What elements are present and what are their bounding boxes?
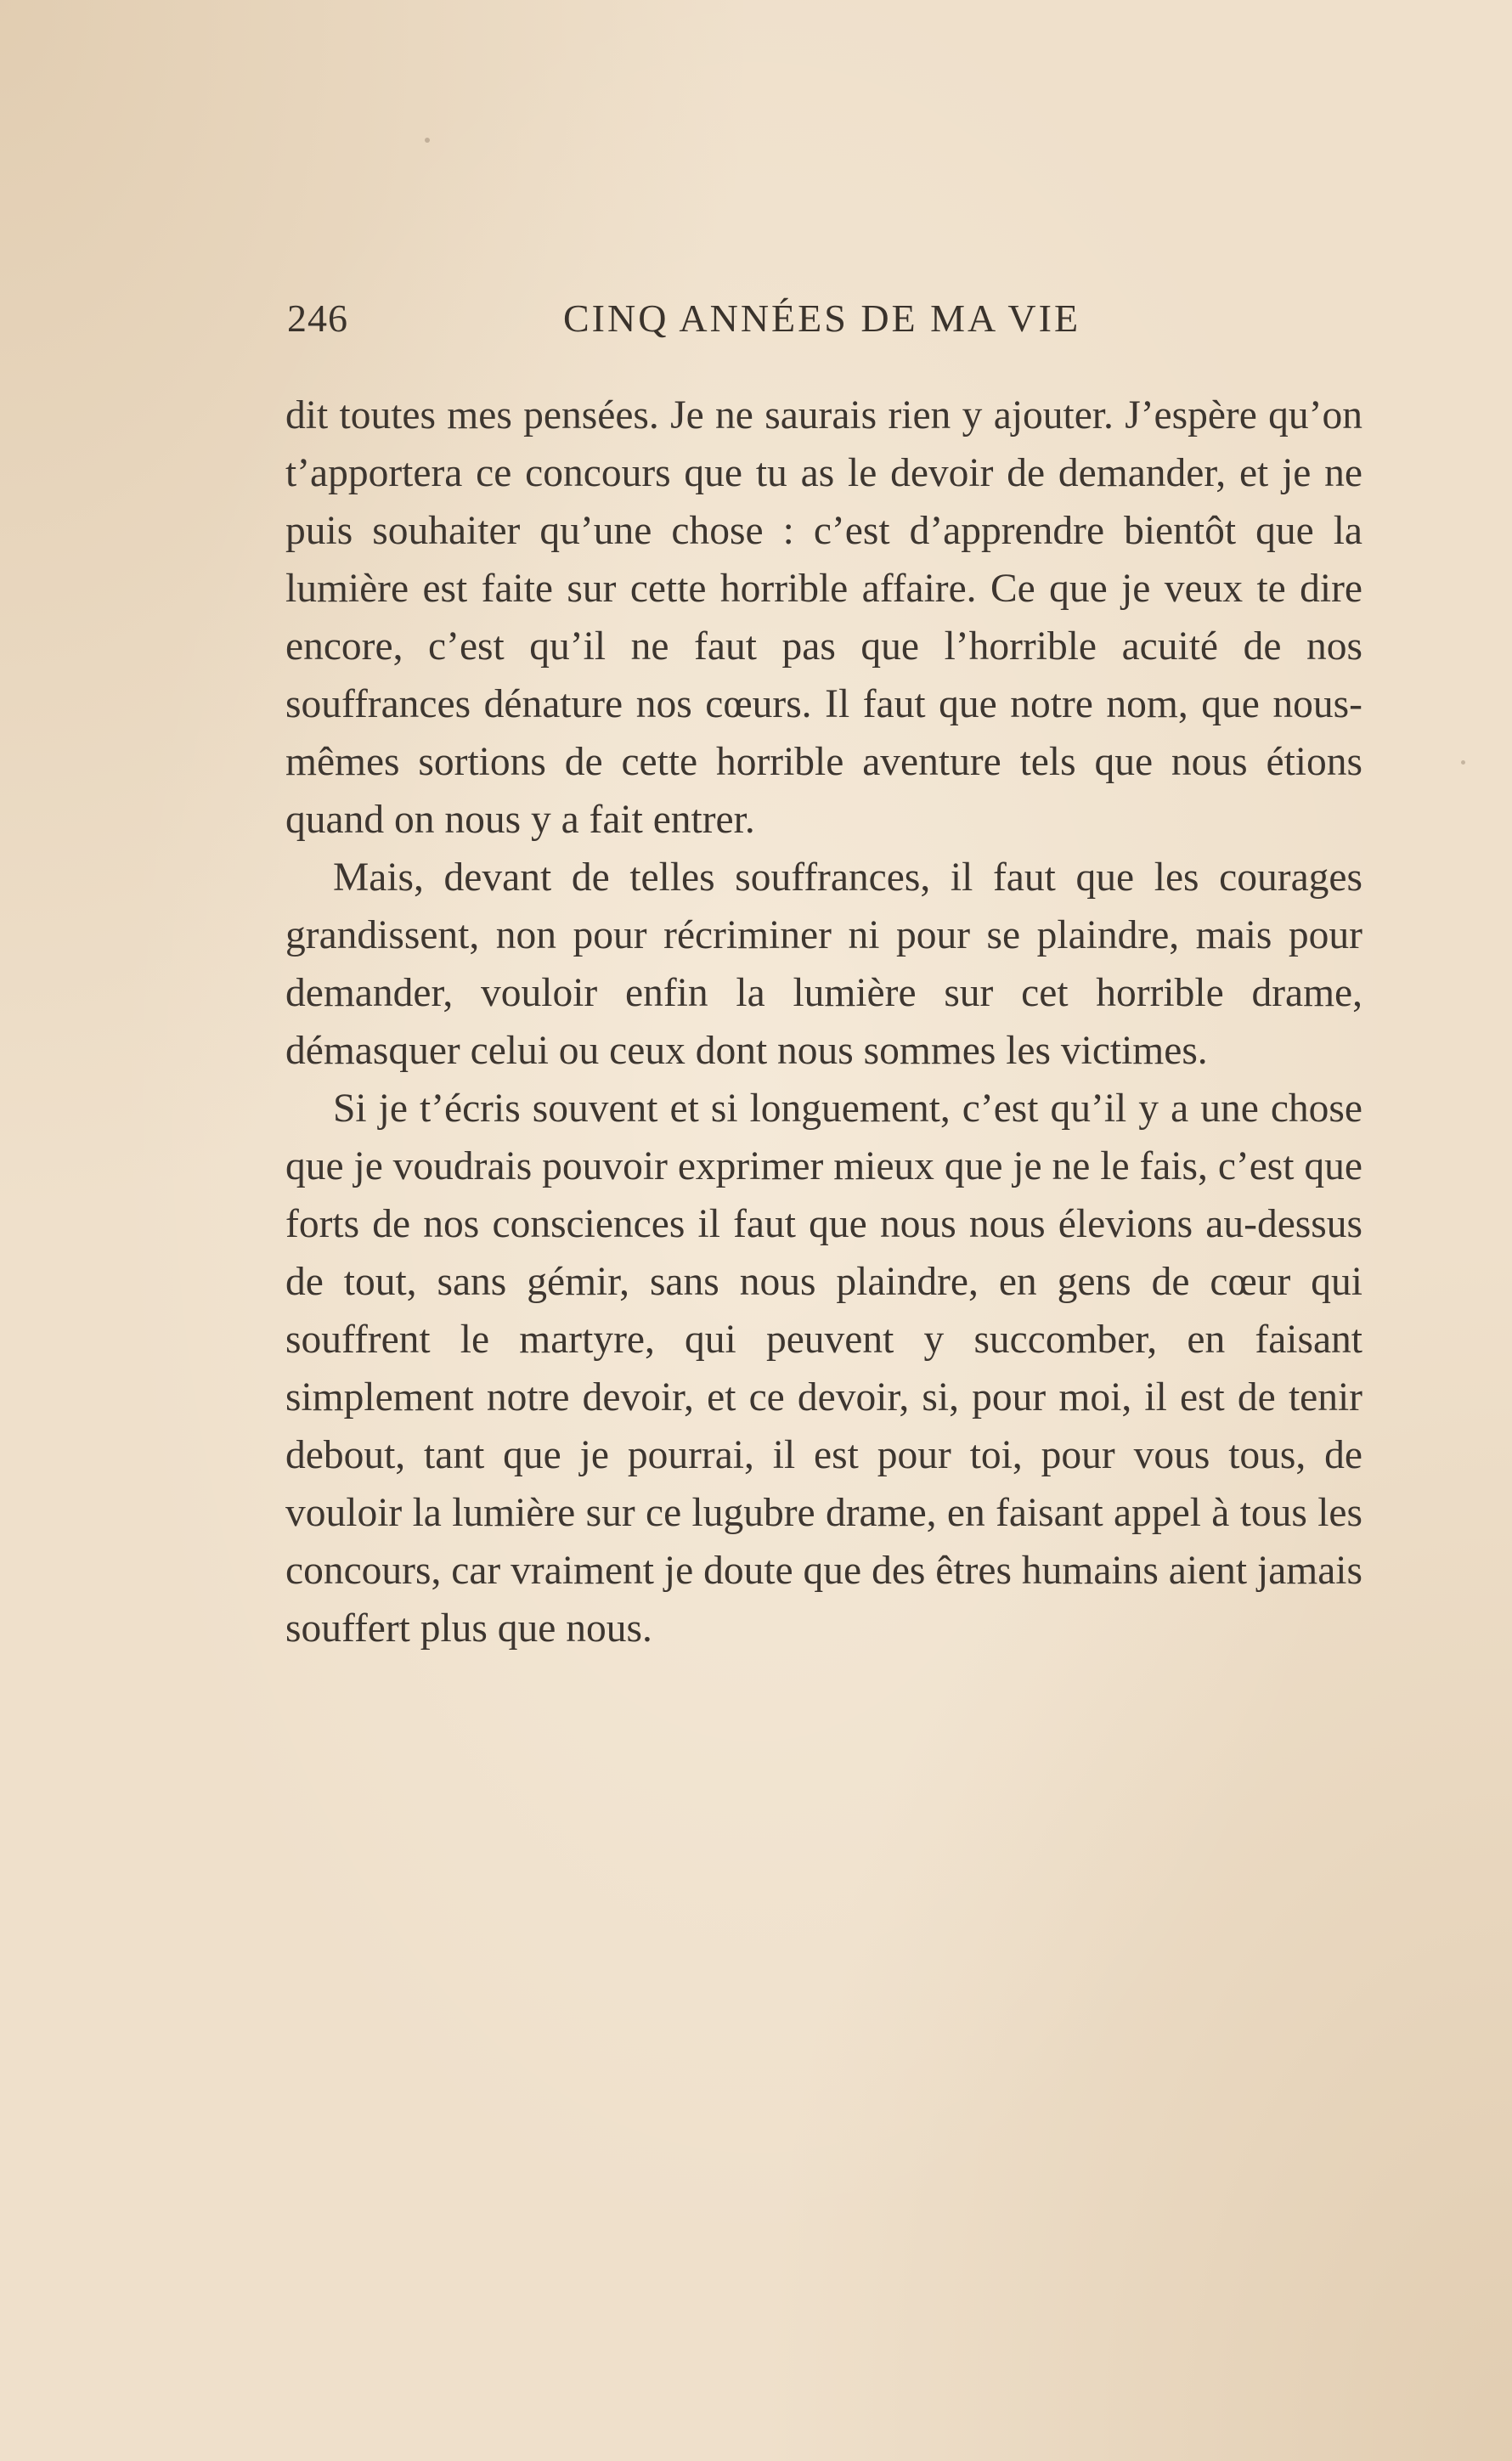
paper-speck [425,138,430,143]
paragraph: dit toutes mes pensées. Je ne saurais rien y ajouter. J’espère qu’on t’apportera ce concours que tu as le devoir de demander, et je ne puis souhaiter qu’une chose : c’est d’apprendre bientôt que la lumière est faite sur cette horrible affaire. Ce que je veux te dire encore, c’est qu’il ne faut pas que l’horrible acuité de nos souffrances dénature nos cœurs. Il faut que notre nom, que nous-mêmes sortions de cette horrible aventure tels que nous étions quand on nous y a fait entrer. [285,393,1362,842]
paragraph: Mais, devant de telles souffrances, il faut que les courages grandissent, non pour récriminer ni pour se plaindre, mais pour demander, vouloir enfin la lumière sur cet horrible drame, démasquer celui ou ceux dont nous sommes les victimes. [285,855,1362,1073]
body-text [285,387,1362,1657]
paragraph: Si je t’écris souvent et si longuement, c’est qu’il y a une chose que je voudrais pouvoir exprimer mieux que je ne le fais, c’est que forts de nos consciences il faut que nous nous élevions au-dessus de tout, sans gémir, sans nous plaindre, en gens de cœur qui souffrent le martyre, qui peuvent y succomber, en faisant simplement notre devoir, et ce devoir, si, pour moi, il est de tenir debout, tant que je pourrai, il est pour toi, pour vous tous, de vouloir la lumière sur ce lugubre drame, en faisant appel à tous les concours, car vraiment je doute que des êtres humains aient jamais souffert plus que nous. [285,1087,1362,1651]
page-number: 246 [287,296,348,340]
page-header [287,296,1149,347]
paper-speck [1461,760,1465,765]
running-title: CINQ ANNÉES DE MA VIE [563,296,1081,340]
